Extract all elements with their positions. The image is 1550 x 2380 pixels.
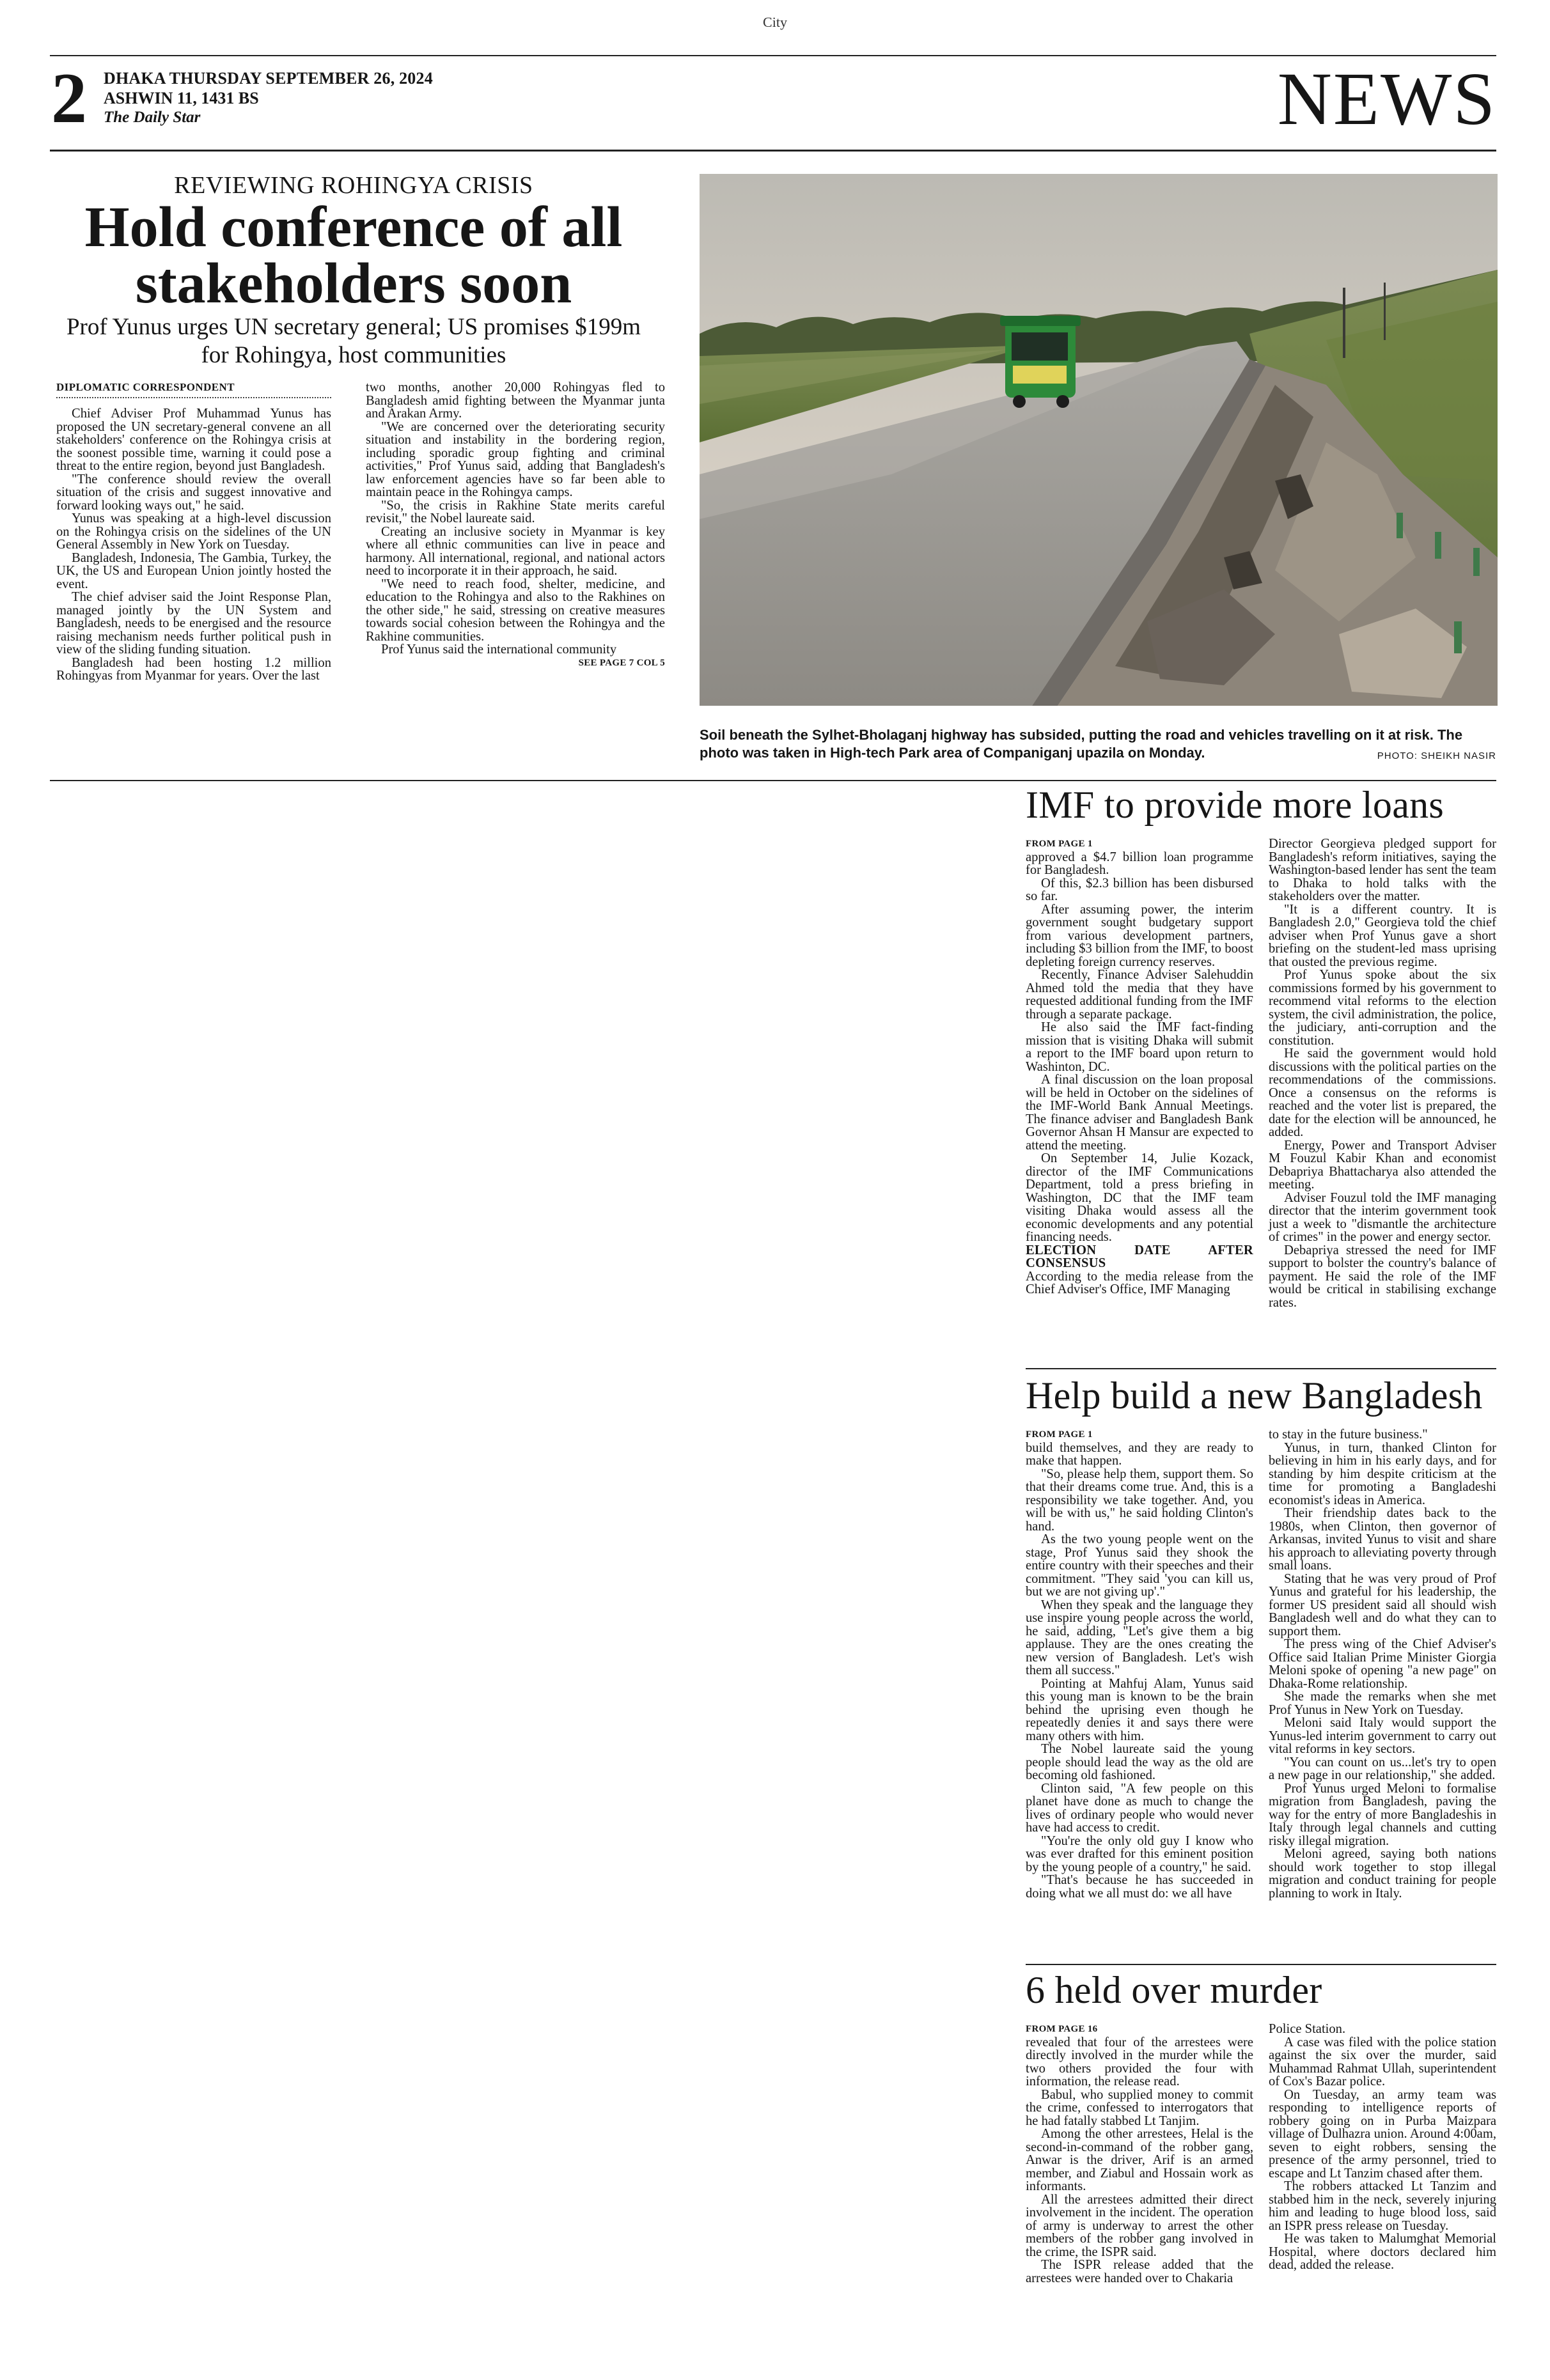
paragraph: According to the media release from the Chief Adviser's Office, IMF Managing xyxy=(1026,1269,1253,1296)
paragraph: A final discussion on the loan proposal will be held in October on the sidelines of the IMF-World Bank Annual Meetings. The finance adviser and Bangladesh Bank Governor Ahsan H Mansur are expected to attend the meeting. xyxy=(1026,1073,1253,1153)
paragraph: Creating an inclusive society in Myanmar is key where all ethnic communities can live in peace and harmony. All international, regional, and national actors need to incorporate it in their approach, he said. xyxy=(366,524,665,578)
held-column-2 xyxy=(1269,2023,1496,2272)
paragraph: Energy, Power and Transport Adviser M Fouzul Kabir Khan and economist Debapriya Bhattacharya also attended the meeting. xyxy=(1269,1138,1496,1192)
lead-bottom-rule xyxy=(50,780,1496,781)
paragraph: On Tuesday, an army team was responding to intelligence reports of robbery going on in Purba Maizpara village of Dulhazra union. Around 4:00am, seven to eight robbers, sensing the presence of the army personnel, tried to escape and Lt Tanzim chased after them. xyxy=(1269,2087,1496,2181)
paragraph: "That's because he has succeeded in doing what we all must do: we all have xyxy=(1026,1873,1253,1901)
paragraph: revealed that four of the arrestees were directly involved in the murder while the two others provided the four with information, the release read. xyxy=(1026,2035,1253,2088)
section-title: NEWS xyxy=(1277,57,1496,141)
paragraph: He was taken to Malumghat Memorial Hospital, where doctors declared him dead, added the release. xyxy=(1269,2232,1496,2272)
paragraph: Among the other arrestees, Helal is the second-in-command of the robber gang, Anwar is the driver, Arif is an armed member, and Ziabul and Hossain work as informants. xyxy=(1026,2127,1253,2193)
imf-headline: IMF to provide more loans xyxy=(1026,784,1444,826)
paragraph: "The conference should review the overall situation of the crisis and suggest innovative and forward looking ways out," he said. xyxy=(56,472,331,513)
from-page-label: FROM PAGE 1 xyxy=(1026,1429,1093,1440)
paragraph: Director Georgieva pledged support for Bangladesh's reform initiatives, saying the Washington-based lender has sent the team to Dhaka to hold talks with the stakeholders over the matter. xyxy=(1269,837,1496,903)
paragraph: Pointing at Mahfuj Alam, Yunus said this young man is known to be the brain behind the uprising even though he repeatedly denies it and says there were many others with him. xyxy=(1026,1676,1253,1743)
section-label: City xyxy=(763,14,787,30)
paragraph: Babul, who supplied money to commit the crime, confessed to interrogators that he had fatally stabbed Lt Tanjim. xyxy=(1026,2087,1253,2128)
top-rule xyxy=(50,55,1496,56)
paragraph: As the two young people went on the stage, Prof Yunus said they shook the entire country with their speeches and their commitment. "They said 'you can kill us, but we are not giving up'." xyxy=(1026,1532,1253,1599)
help-column-2 xyxy=(1269,1428,1496,1900)
paragraph: Yunus, in turn, thanked Clinton for believing in him in his early days, and for standing by him despite criticism at the time for promoting a Bangladeshi economist's ideas in America. xyxy=(1269,1440,1496,1507)
paragraph: "We need to reach food, shelter, medicine, and education to the Rohingya and also to the Rakhines on the other side," he said, stressing on creative measures towards social cohesion between the Rohingya and the Rakhine communities. xyxy=(366,577,665,644)
imf-column-2 xyxy=(1269,837,1496,1309)
from-page-label: FROM PAGE 1 xyxy=(1026,839,1093,849)
paragraph: The robbers attacked Lt Tanzim and stabbed him in the neck, severely injuring him and leading to huge blood loss, said an ISPR press release on Tuesday. xyxy=(1269,2179,1496,2233)
paragraph: The chief adviser said the Joint Response Plan, managed jointly by the UN System and Bangladesh, needs to be energised and the resource raising mechanism needs further political push in view of the sliding funding situation. xyxy=(56,590,331,657)
photo-credit: PHOTO: SHEIKH NASIR xyxy=(1377,751,1496,761)
paragraph: Police Station. xyxy=(1269,2022,1346,2036)
lead-kicker: REVIEWING ROHINGYA CRISIS xyxy=(174,172,533,199)
story-divider xyxy=(1026,1368,1496,1369)
paragraph: "You can count on us...let's try to open a new page in our relationship," she added. xyxy=(1269,1755,1496,1782)
road-subsidence-photo xyxy=(700,174,1498,706)
story-divider xyxy=(1026,1964,1496,1965)
header-rule xyxy=(50,150,1496,152)
paragraph: On September 14, Julie Kozack, director of the IMF Communications Department, told a press briefing in Washington, DC that the IMF team visiting Dhaka would assess all the economic developments and any potential financing needs. xyxy=(1026,1151,1253,1244)
paragraph: After assuming power, the interim government sought budgetary support from various development partners, including $3 billion from the IMF, to boost depleting foreign currency reserves. xyxy=(1026,902,1253,969)
paragraph: Prof Yunus spoke about the six commissions formed by his government to recommend vital reforms to the election system, the civil administration, the police, the judiciary, anti-corruption and the constitution. xyxy=(1269,968,1496,1048)
lead-headline: Hold conference of all stakeholders soon xyxy=(84,196,623,315)
paragraph: The press wing of the Chief Adviser's Office said Italian Prime Minister Giorgia Meloni spoke of opening "a new page" on Dhaka-Rome relationship. xyxy=(1269,1637,1496,1691)
dateline: DHAKA THURSDAY SEPTEMBER 26, 2024 xyxy=(104,69,433,88)
paragraph: "We are concerned over the deteriorating security situation and instability in the bordering region, including sporadic group fighting and criminal activities," Prof Yunus said, adding that Bangladesh's law enforcement agencies have so far been able to maintain peace in the Rohingya camps. xyxy=(366,419,665,499)
paragraph: When they speak and the language they use inspire young people across the world, he said, adding, "Let's give them a big applause. They are the ones creating the new version of Bangladesh. Let's wish them all success." xyxy=(1026,1598,1253,1677)
paragraph: All the arrestees admitted their direct involvement in the incident. The operation of army is underway to arrest the other members of the robber gang involved in the crime, the ISPR said. xyxy=(1026,2192,1253,2259)
paragraph: two months, another 20,000 Rohingyas fled to Bangladesh amid fighting between the Myanmar junta and Arakan Army. xyxy=(366,380,665,421)
paragraph: Their friendship dates back to the 1980s, when Clinton, then governor of Arkansas, invited Yunus to visit and share his approach to alleviating poverty through small loans. xyxy=(1269,1506,1496,1573)
paragraph: "So, the crisis in Rakhine State merits careful revisit," the Nobel laureate said. xyxy=(366,498,665,525)
lead-column-1 xyxy=(56,407,331,683)
paragraph: Bangladesh, Indonesia, The Gambia, Turkey, the UK, the US and European Union jointly hosted the event. xyxy=(56,550,331,591)
paragraph: Meloni said Italy would support the Yunus-led interim government to carry out vital reforms in key sectors. xyxy=(1269,1716,1496,1756)
paragraph: Chief Adviser Prof Muhammad Yunus has proposed the UN secretary-general convene an all stakeholders' conference on the Rohingya crisis at the soonest possible time, warning it could pose a threat to the entire region, beyond just Bangladesh. xyxy=(56,407,331,473)
held-headline: 6 held over murder xyxy=(1026,1969,1322,2011)
lead-column-2 xyxy=(366,381,665,669)
paragraph: "It is a different country. It is Bangladesh 2.0," Georgieva told the chief adviser when Prof Yunus gave a short briefing on the student-led mass uprising that ousted the previous regime. xyxy=(1269,902,1496,969)
paragraph: He also said the IMF fact-finding mission that is visiting Dhaka will submit a report to the IMF board upon return to Washinton, DC. xyxy=(1026,1020,1253,1074)
paragraph: Debapriya stressed the need for IMF support to bolster the country's balance of payment. He said the role of the IMF would be critical in stabilising exchange rates. xyxy=(1269,1243,1496,1310)
lead-byline: DIPLOMATIC CORRESPONDENT xyxy=(56,381,331,398)
paragraph: Prof Yunus urged Meloni to formalise migration from Bangladesh, paving the way for the entry of more Bangladeshis in Italy through legal channels and cutting risky illegal migration. xyxy=(1269,1781,1496,1848)
lead-deck: Prof Yunus urges UN secretary general; US promises $199m for Rohingya, host communities xyxy=(66,314,641,368)
paragraph: A case was filed with the police station against the six over the murder, said Muhammad Rahmat Ullah, superintendent of Cox's Bazar police. xyxy=(1269,2035,1496,2088)
continued-reference: SEE PAGE 7 COL 5 xyxy=(578,657,665,668)
paragraph: Yunus was speaking at a high-level discussion on the Rohingya crisis on the sidelines of the UN General Assembly in New York on Tuesday. xyxy=(56,511,331,552)
page-number: 2 xyxy=(51,59,87,138)
paragraph: Adviser Fouzul told the IMF managing director that the interim government took just a week to "dismantle the architecture of crimes" in the power and energy sector. xyxy=(1269,1190,1496,1244)
paragraph: Stating that he was very proud of Prof Yunus and grateful for his leadership, the former US president said all should wish Bangladesh well and do what they can to support them. xyxy=(1269,1571,1496,1638)
paragraph: Recently, Finance Adviser Salehuddin Ahmed told the media that they have requested additional funding from the IMF through a separate package. xyxy=(1026,968,1253,1022)
paragraph: He said the government would hold discussions with the political parties on the recommendations of the commissions. Once a consensus on the reforms is reached and the voter list is prepared, the date for the election will be announced, he added. xyxy=(1269,1046,1496,1139)
paragraph: Prof Yunus said the international community xyxy=(381,642,617,657)
paragraph: She made the remarks when she met Prof Yunus in New York on Tuesday. xyxy=(1269,1690,1496,1717)
paragraph: Of this, $2.3 billion has been disbursed so far. xyxy=(1026,876,1253,903)
help-column-1 xyxy=(1026,1428,1253,1900)
subheading: ELECTION DATE AFTER CONSENSUS xyxy=(1026,1243,1253,1270)
photo-illustration xyxy=(700,174,1498,706)
paragraph: The Nobel laureate said the young people should lead the way as the old are becoming old fashioned. xyxy=(1026,1742,1253,1782)
paragraph: The ISPR release added that the arrestees were handed over to Chakaria xyxy=(1026,2258,1253,2285)
paragraph: Bangladesh had been hosting 1.2 million Rohingyas from Myanmar for years. Over the last xyxy=(56,655,331,683)
held-column-1 xyxy=(1026,2023,1253,2285)
paragraph: Meloni agreed, saying both nations should work together to stop illegal migration and conduct training for people planning to work in Italy. xyxy=(1269,1847,1496,1901)
paragraph: "You're the only old guy I know who was ever drafted for this eminent position by the young people of a country," he said. xyxy=(1026,1833,1253,1874)
photo-caption: Soil beneath the Sylhet-Bholaganj highway has subsided, putting the road and vehicles travelling on it at risk. The photo was taken in High-tech Park area of Companiganj upazila on Monday. xyxy=(700,727,1463,761)
paragraph: "So, please help them, support them. So that their dreams come true. And, this is a responsibility we take together. And, you will be with us," he said holding Clinton's hand. xyxy=(1026,1466,1253,1534)
paragraph: build themselves, and they are ready to make that happen. xyxy=(1026,1440,1253,1468)
paragraph: Clinton said, "A few people on this planet have done as much to change the lives of ordinary people who would never have had access to credit. xyxy=(1026,1781,1253,1835)
help-headline: Help build a new Bangladesh xyxy=(1026,1374,1483,1417)
from-page-label: FROM PAGE 16 xyxy=(1026,2024,1098,2034)
paragraph: approved a $4.7 billion loan programme for Bangladesh. xyxy=(1026,850,1253,877)
paper-logo: The Daily Star xyxy=(104,109,201,126)
paragraph: to stay in the future business." xyxy=(1269,1427,1428,1442)
bengali-date: ASHWIN 11, 1431 BS xyxy=(104,89,259,107)
imf-column-1 xyxy=(1026,837,1253,1296)
